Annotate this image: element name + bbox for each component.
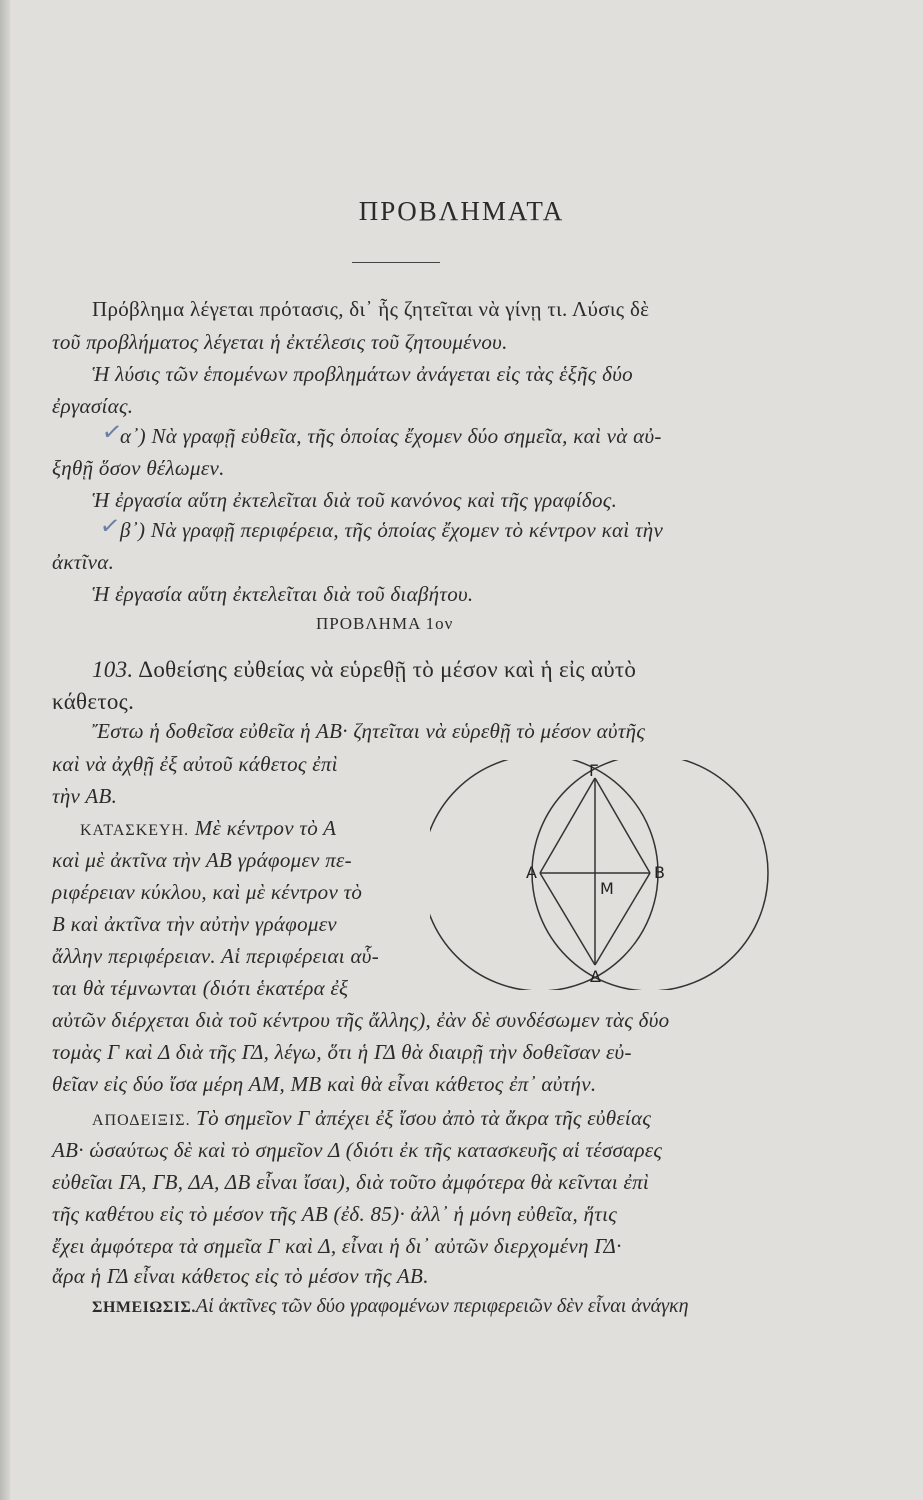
proof-line-4: τῆς καθέτου εἰς τὸ μέσον τῆς ΑΒ (ἐδ. 85)· ἀλλ᾽ ἡ μόνη εὐθεῖα, ἥτις <box>52 1202 618 1226</box>
construction-line-6: ται θὰ τέμνωνται (διότι ἑκατέρα ἐξ <box>52 976 349 1000</box>
label-gamma: Γ <box>589 761 598 780</box>
label-alpha: Α <box>526 863 537 882</box>
note-label: ΣΗΜΕΙΩΣΙΣ. <box>92 1299 196 1316</box>
intro-line-4: ἐργασίας. <box>52 394 134 418</box>
intro-line-1: Πρόβλημα λέγεται πρότασις, δι᾽ ἧς ζητεῖται νὰ γίνῃ τι. Λύσις δὲ <box>92 297 650 321</box>
title-rule <box>352 262 440 263</box>
construction-label: ΚΑΤΑΣΚΕΥΗ. <box>80 822 190 839</box>
problem-statement-line-2: κάθετος. <box>52 689 135 714</box>
intro-line-2: τοῦ προβλήματος λέγεται ἡ ἐκτέλεσις τοῦ ζητουμένου. <box>52 330 508 354</box>
problem-heading: ΠΡΟΒΛΗΜΑ 1ον <box>316 614 454 633</box>
given-line-1: Ἔστω ἡ δοθεῖσα εὐθεῖα ἡ ΑΒ· ζητεῖται νὰ εὑρεθῇ τὸ μέσον αὐτῆς <box>92 719 646 743</box>
task-a-line-1: α᾽) Νὰ γραφῇ εὐθεῖα, τῆς ὁποίας ἔχομεν δύο σημεῖα, καὶ νὰ αὐ- <box>120 424 662 448</box>
construction-line-2: καὶ μὲ ἀκτῖνα τὴν ΑΒ γράφομεν πε- <box>52 848 352 872</box>
construction-line-9: θεῖαν εἰς δύο ἴσα μέρη ΑΜ, ΜΒ καὶ θὰ εἶναι κάθετος ἐπ᾽ αὐτήν. <box>52 1072 597 1096</box>
construction-line-4: Β καὶ ἀκτῖνα τὴν αὐτὴν γράφομεν <box>52 912 337 936</box>
construction-line-7: αὐτῶν διέρχεται διὰ τοῦ κέντρου τῆς ἄλλης), ἐὰν δὲ συνδέσωμεν τὰς δύο <box>52 1008 670 1032</box>
page-title: ΠΡΟΒΛΗΜΑΤΑ <box>358 196 565 226</box>
task-b-line-2: ἀκτῖνα. <box>52 550 115 574</box>
proof-line-6: ἄρα ἡ ΓΔ εἶναι κάθετος εἰς τὸ μέσον τῆς ΑΒ. <box>52 1264 429 1288</box>
segment-gb <box>595 778 650 873</box>
intro-line-3: Ἡ λύσις τῶν ἑπομένων προβλημάτων ἀνάγεται εἰς τὰς ἑξῆς δύο <box>92 362 633 386</box>
proof-line-3: εὐθεῖαι ΓΑ, ΓΒ, ΔΑ, ΔΒ εἶναι ἴσαι), διὰ τοῦτο ἀμφότερα θὰ κεῖνται ἐπὶ <box>52 1170 650 1194</box>
given-line-2: καὶ νὰ ἀχθῇ ἐξ αὐτοῦ κάθετος ἐπὶ <box>52 752 338 776</box>
label-delta: Δ <box>590 967 601 986</box>
problem-statement-line-1 <box>92 656 636 684</box>
label-beta: Β <box>654 863 665 882</box>
problem-statement-text: Δοθείσης εὐθείας νὰ εὑρεθῇ τὸ μέσον καὶ ἡ εἰς αὐτὸ <box>138 657 637 682</box>
task-b-line-1: β᾽) Νὰ γραφῇ περιφέρεια, τῆς ὁποίας ἔχομεν τὸ κέντρον καὶ τὴν <box>120 518 664 542</box>
construction-line-8: τομὰς Γ καὶ Δ διὰ τῆς ΓΔ, λέγω, ὅτι ἡ ΓΔ θὰ διαιρῇ τὴν δοθεῖσαν εὐ- <box>52 1040 632 1064</box>
circle-centered-a <box>430 760 658 990</box>
note-line: ΣΗΜΕΙΩΣΙΣ.Αἱ ἀκτῖνες τῶν δύο γραφομένων περιφερειῶν δὲν εἶναι ἀνάγκη <box>92 1295 689 1317</box>
problem-number: 103. <box>92 657 134 682</box>
construction-figure <box>430 760 770 990</box>
proof-line-1: ΑΠΟΔΕΙΞΙΣ. Τὸ σημεῖον Γ ἀπέχει ἐξ ἴσου ἀπὸ τὰ ἄκρα τῆς εὐθείας <box>92 1106 652 1130</box>
construction-line-5: ἄλλην περιφέρειαν. Αἱ περιφέρειαι αὗ- <box>52 944 380 968</box>
checkmark-icon: ✓ <box>98 510 122 542</box>
task-a-note: Ἡ ἐργασία αὕτη ἐκτελεῖται διὰ τοῦ κανόνος καὶ τῆς γραφίδος. <box>92 488 618 512</box>
proof-line-2: ΑΒ· ὡσαύτως δὲ καὶ τὸ σημεῖον Δ (διότι ἐκ τῆς κατασκευῆς αἱ τέσσαρες <box>52 1138 663 1162</box>
given-line-3: τὴν ΑΒ. <box>52 784 118 808</box>
proof-label: ΑΠΟΔΕΙΞΙΣ. <box>92 1112 191 1129</box>
segment-ga <box>540 778 595 873</box>
label-mu: Μ <box>600 879 614 898</box>
proof-line-5: ἔχει ἀμφότερα τὰ σημεῖα Γ καὶ Δ, εἶναι ἡ δι᾽ αὐτῶν διερχομένη ΓΔ· <box>52 1234 622 1258</box>
segment-da <box>540 873 595 965</box>
task-a-line-2: ξηθῇ ὅσον θέλωμεν. <box>52 456 225 480</box>
circle-centered-b <box>532 760 768 990</box>
construction-line-1: ΚΑΤΑΣΚΕΥΗ. Μὲ κέντρον τὸ Α <box>80 816 337 840</box>
task-b-note: Ἡ ἐργασία αὕτη ἐκτελεῖται διὰ τοῦ διαβήτου. <box>92 582 474 606</box>
construction-line-3: ριφέρειαν κύκλου, καὶ μὲ κέντρον τὸ <box>52 880 363 904</box>
checkmark-icon: ✓ <box>100 416 124 448</box>
